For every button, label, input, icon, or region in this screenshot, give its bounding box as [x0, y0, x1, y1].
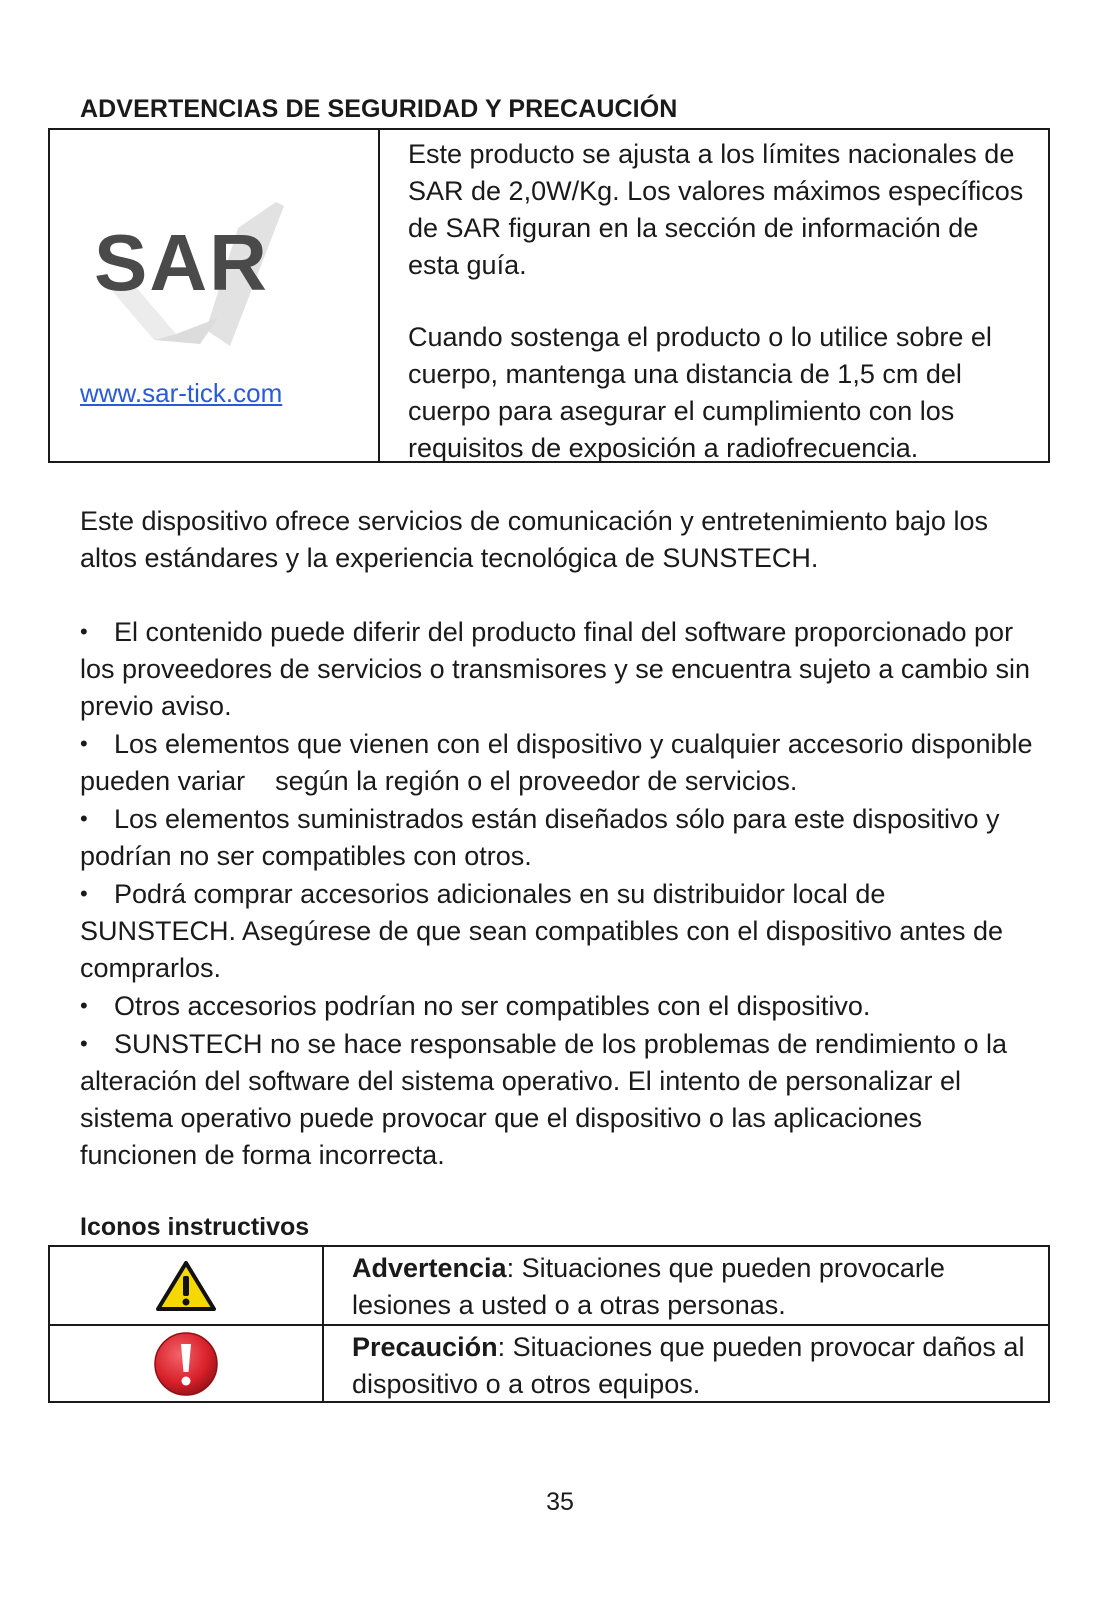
- warning-description: [324, 1247, 1048, 1324]
- sar-limits-paragraph: Este producto se ajusta a los límites nacionales de SAR de 2,0W/Kg. Los valores máximos específicos de SAR figuran en la sección de información de esta guía.: [408, 139, 1024, 280]
- list-item-text: Los elementos suministrados están diseñados sólo para este dispositivo y podrían no ser compatibles con otros.: [80, 804, 1000, 871]
- caution-description: [324, 1326, 1048, 1401]
- list-item: [80, 1025, 1040, 1174]
- table-row: [50, 1324, 1048, 1401]
- caution-term: Precaución: [352, 1332, 498, 1362]
- sar-tick-logo-icon: [88, 198, 288, 348]
- list-item: [80, 613, 1040, 725]
- list-item-text: El contenido puede diferir del producto final del software proporcionado por los proveedores de servicios o transmisores y se encuentra sujeto a cambio sin previo aviso.: [80, 617, 1030, 721]
- warning-text: Situaciones que pueden provocarle lesiones a usted o a otras personas.: [352, 1253, 945, 1320]
- list-item: [80, 987, 1040, 1025]
- page-number: 35: [546, 1488, 574, 1516]
- list-item: [80, 875, 1040, 987]
- list-item-text: Los elementos que vienen con el dispositivo y cualquier accesorio disponible pueden variar según la región o el proveedor de servicios.: [80, 729, 1041, 796]
- section-heading: ADVERTENCIAS DE SEGURIDAD Y PRECAUCIÓN: [80, 95, 678, 123]
- sar-distance-paragraph: Cuando sostenga el producto o lo utilice sobre el cuerpo, mantenga una distancia de 1,5 cm del cuerpo para asegurar el cumplimiento con los requisitos de exposición a radiofrecuencia.: [408, 322, 992, 463]
- term-separator: :: [497, 1332, 513, 1362]
- bullet-icon: •: [80, 1031, 88, 1056]
- notice-list: [80, 613, 1040, 1174]
- term-separator: :: [506, 1253, 522, 1283]
- list-item: [80, 800, 1040, 875]
- bullet-icon: •: [80, 881, 88, 906]
- sar-tick-link[interactable]: www.sar-tick.com: [80, 378, 283, 408]
- table-row: [50, 1247, 1048, 1324]
- icon-cell: [50, 1247, 324, 1324]
- bullet-icon: •: [80, 619, 88, 644]
- intro-paragraph: Este dispositivo ofrece servicios de comunicación y entretenimiento bajo los altos estándares y la experiencia tecnológica de SUNSTECH.: [80, 506, 988, 573]
- bullet-icon: •: [80, 731, 88, 756]
- caution-exclamation-icon: [152, 1330, 220, 1398]
- warning-triangle-icon: [155, 1260, 217, 1312]
- list-item-text: Otros accesorios podrían no ser compatibles con el dispositivo.: [114, 991, 871, 1021]
- instruction-icons-table: [48, 1245, 1050, 1403]
- warning-term: Advertencia: [352, 1253, 507, 1283]
- icon-cell: [50, 1326, 324, 1401]
- sar-info-table: [48, 128, 1050, 463]
- sar-text-cell: [380, 130, 1048, 461]
- icons-heading: Iconos instructivos: [80, 1213, 310, 1241]
- sar-logo-text: SAR: [94, 218, 269, 307]
- caution-text: Situaciones que pueden provocar daños al dispositivo o a otros equipos.: [352, 1332, 1025, 1399]
- bullet-icon: •: [80, 993, 88, 1018]
- sar-logo-cell: [50, 130, 380, 461]
- list-item-text: Podrá comprar accesorios adicionales en su distribuidor local de SUNSTECH. Asegúrese de que sean compatibles con el dispositivo antes de comprarlos.: [80, 879, 1004, 983]
- bullet-icon: •: [80, 806, 88, 831]
- list-item: [80, 725, 1040, 800]
- list-item-text: SUNSTECH no se hace responsable de los problemas de rendimiento o la alteración del software del sistema operativo. El intento de personalizar el sistema operativo puede provocar que el dispositivo o las aplicaciones funcionen de forma incorrecta.: [80, 1029, 1007, 1170]
